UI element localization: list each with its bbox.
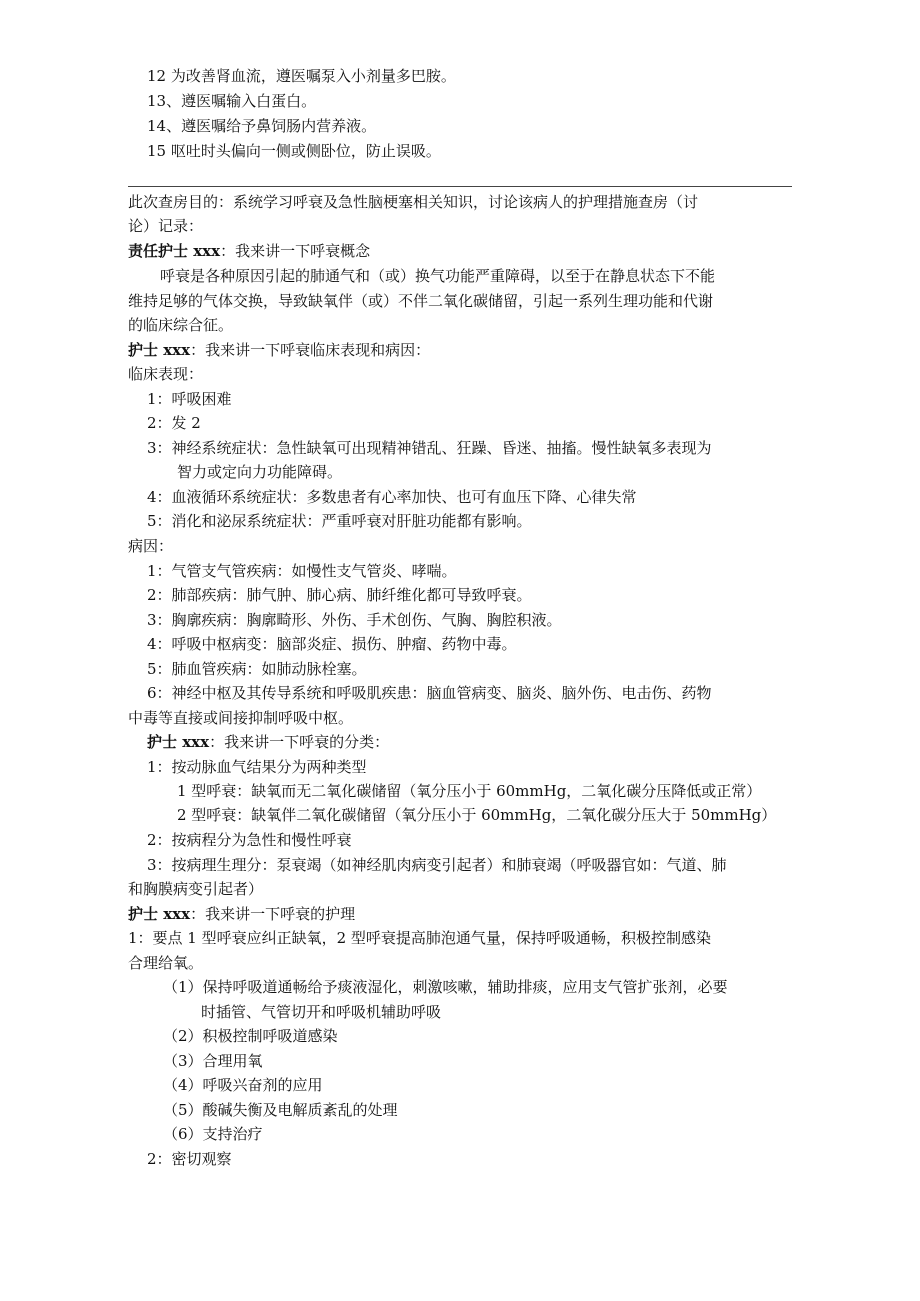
list-item-continuation: 合理给氧。	[128, 954, 204, 972]
list-item: 1：气管支气管疾病：如慢性支气管炎、哮喘。	[147, 562, 457, 580]
paragraph-line: 呼衰是各种原因引起的肺通气和（或）换气功能严重障碍，以至于在静息状态下不能	[160, 267, 716, 285]
list-item-sub: （4）呼吸兴奋剂的应用	[163, 1076, 323, 1094]
speaker-name: 护士 xxx	[128, 905, 191, 923]
list-item: 5：肺血管疾病：如肺动脉栓塞。	[147, 660, 367, 678]
list-item: 4：呼吸中枢病变：脑部炎症、损伤、肿瘤、药物中毒。	[147, 635, 517, 653]
list-item-sub: （3）合理用氧	[163, 1052, 263, 1070]
speaker-name: 护士 xxx	[147, 733, 210, 751]
speaker-topic: ：我来讲一下呼衰的护理	[190, 905, 356, 923]
list-item-continuation: 和胸膜病变引起者）	[128, 880, 264, 898]
list-item-sub: 1 型呼衰：缺氧而无二氧化碳储留（氧分压小于 60mmHg，二氧化碳分压降低或正常）	[177, 782, 762, 800]
speaker-line	[128, 239, 370, 263]
list-item-sub: （1）保持呼吸道通畅给予痰液湿化，刺激咳嗽，辅助排痰，应用支气管扩张剂，必要	[163, 978, 728, 996]
list-item-continuation: 智力或定向力功能障碍。	[177, 463, 343, 481]
list-item-sub: 2 型呼衰：缺氧伴二氧化碳储留（氧分压小于 60mmHg，二氧化碳分压大于 50mmHg）	[177, 806, 777, 824]
speaker-topic: ：我来讲一下呼衰概念	[220, 242, 371, 260]
list-item-sub: （2）积极控制呼吸道感染	[163, 1027, 338, 1045]
list-item: 2：发 2	[147, 414, 201, 432]
list-item: 2：密切观察	[147, 1150, 232, 1168]
list-item: 13、遵医嘱输入白蛋白。	[147, 92, 317, 110]
list-item: 1：按动脉血气结果分为两种类型	[147, 758, 367, 776]
list-item: 3：胸廓疾病：胸廓畸形、外伤、手术创伤、气胸、胸腔积液。	[147, 611, 562, 629]
subheading: 病因：	[128, 537, 174, 555]
paragraph-line: 维持足够的气体交换，导致缺氧伴（或）不伴二氧化碳储留，引起一系列生理功能和代谢	[128, 292, 714, 310]
divider-line	[128, 186, 792, 187]
list-item: 3：神经系统症状：急性缺氧可出现精神错乱、狂躁、昏迷、抽搐。慢性缺氧多表现为	[147, 439, 712, 457]
list-item-continuation: 中毒等直接或间接抑制呼吸中枢。	[128, 709, 354, 727]
list-item-continuation: 时插管、气管切开和呼吸机辅助呼吸	[201, 1003, 442, 1021]
list-item: 4：血液循环系统症状：多数患者有心率加快、也可有血压下降、心律失常	[147, 488, 637, 506]
list-item: 14、遵医嘱给予鼻饲肠内营养液。	[147, 117, 377, 135]
subheading: 临床表现：	[128, 365, 204, 383]
list-item: 6：神经中枢及其传导系统和呼吸肌疾患：脑血管病变、脑炎、脑外伤、电击伤、药物	[147, 684, 712, 702]
speaker-topic: ：我来讲一下呼衰临床表现和病因：	[190, 341, 431, 359]
purpose-line: 论）记录：	[128, 217, 204, 235]
list-item: 5：消化和泌尿系统症状：严重呼衰对肝脏功能都有影响。	[147, 512, 532, 530]
list-item-sub: （6）支持治疗	[163, 1125, 263, 1143]
speaker-topic: ：我来讲一下呼衰的分类：	[209, 733, 390, 751]
list-item: 2：肺部疾病：肺气肿、肺心病、肺纤维化都可导致呼衰。	[147, 586, 532, 604]
speaker-line	[128, 902, 355, 926]
list-item: 15 呕吐时头偏向一侧或侧卧位，防止误吸。	[147, 142, 441, 160]
speaker-line	[147, 730, 389, 754]
list-item: 12 为改善肾血流，遵医嘱泵入小剂量多巴胺。	[147, 67, 456, 85]
speaker-name: 护士 xxx	[128, 341, 191, 359]
list-item: 1：要点 1 型呼衰应纠正缺氧，2 型呼衰提高肺泡通气量，保持呼吸通畅，积极控制感染	[128, 929, 711, 947]
list-item-sub: （5）酸碱失衡及电解质紊乱的处理	[163, 1101, 398, 1119]
purpose-line: 此次查房目的：系统学习呼衰及急性脑梗塞相关知识，讨论该病人的护理措施查房（讨	[128, 193, 699, 211]
list-item: 2：按病程分为急性和慢性呼衰	[147, 831, 352, 849]
speaker-line	[128, 338, 430, 362]
list-item: 1：呼吸困难	[147, 390, 232, 408]
paragraph-line: 的临床综合征。	[128, 316, 234, 334]
list-item: 3：按病理生理分：泵衰竭（如神经肌肉病变引起者）和肺衰竭（呼吸器官如：气道、肺	[147, 856, 727, 874]
speaker-name: 责任护士 xxx	[128, 242, 221, 260]
